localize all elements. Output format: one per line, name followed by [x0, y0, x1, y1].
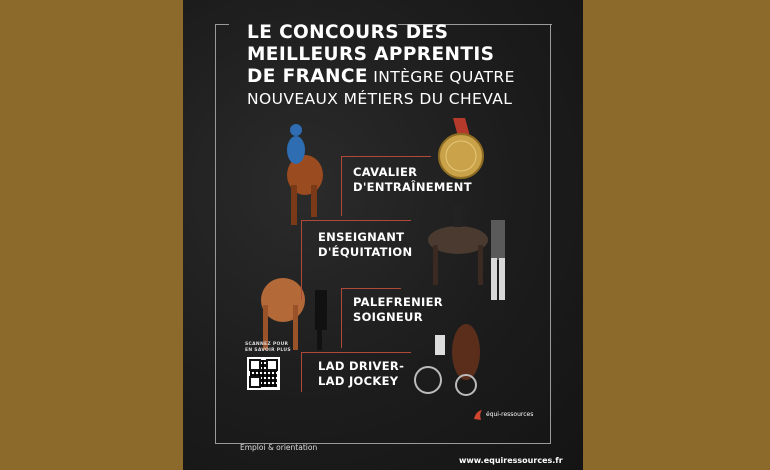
qr-corner — [266, 359, 278, 371]
connector-4-v — [301, 352, 302, 392]
qr-label — [245, 342, 291, 354]
footer-tagline: Emploi & orientation — [240, 443, 318, 452]
horse-rider-1 — [287, 124, 323, 225]
brand-name: équi-ressources — [486, 411, 534, 418]
qr-corner — [249, 376, 261, 388]
title-line-2: MEILLEURS APPRENTIS — [247, 44, 495, 65]
horse-trotter — [415, 324, 480, 395]
connector-3-v — [341, 288, 342, 348]
qr-corner — [249, 359, 261, 371]
connector-3-h — [341, 288, 401, 289]
horse-groom — [261, 278, 327, 350]
connector-4-h — [301, 352, 411, 353]
metier-line: D'ENTRAÎNEMENT — [353, 180, 472, 194]
title-line-4: NOUVEAUX MÉTIERS DU CHEVAL — [247, 90, 513, 108]
connector-2-h — [301, 220, 411, 221]
metier-line: D'ÉQUITATION — [318, 245, 413, 259]
qr-label-line-2: EN SAVOIR PLUS — [245, 348, 291, 353]
connector-1-h — [341, 156, 431, 157]
title-line-3-bold: DE FRANCE — [247, 66, 368, 87]
connector-1-v — [341, 156, 342, 216]
title-line-1: LE CONCOURS DES — [247, 22, 449, 43]
metier-palefrenier — [353, 295, 443, 325]
horse-rider-2 — [428, 205, 505, 300]
metier-line: CAVALIER — [353, 165, 418, 179]
qr-label-line-1: SCANNEZ POUR — [245, 342, 289, 347]
website-link[interactable]: www.equiressources.fr — [459, 456, 563, 465]
metier-line: LAD DRIVER- — [318, 359, 405, 373]
connector-2-v — [301, 220, 302, 300]
metier-line: PALEFRENIER — [353, 295, 443, 309]
metier-line: LAD JOCKEY — [318, 374, 399, 388]
metier-line: ENSEIGNANT — [318, 230, 405, 244]
poster — [183, 0, 583, 470]
brand-logo-icon — [473, 409, 483, 421]
metier-cavalier — [353, 165, 472, 195]
metier-enseignant — [318, 230, 412, 260]
qr-code[interactable] — [247, 357, 280, 390]
metier-lad — [318, 359, 404, 389]
title-line-3-light: INTÈGRE QUATRE — [367, 68, 515, 86]
metier-line: SOIGNEUR — [353, 310, 423, 324]
